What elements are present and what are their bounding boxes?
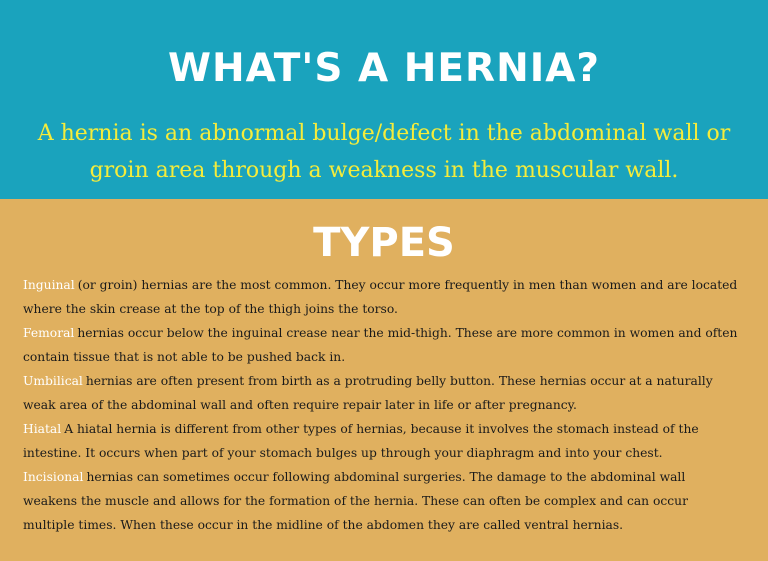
type-name: Hiatal xyxy=(23,422,62,436)
type-description: hernias can sometimes occur following abdominal surgeries. The damage to the abdominal wall weakens the muscle and allows for the formation of the hernia. These can often be complex and can occur multiple times. When these occur in the midline of the abdomen they are called ventral hernias. xyxy=(23,470,688,532)
type-description: (or groin) hernias are the most common. They occur more frequently in men than women and are located where the skin crease at the top of the thigh joins the torso. xyxy=(23,278,738,316)
type-name: Femoral xyxy=(23,326,75,340)
hernia-definition: A hernia is an abnormal bulge/defect in the abdominal wall or groin area through a weakness in the muscular wall. xyxy=(37,121,731,183)
type-name: Incisional xyxy=(23,470,84,484)
types-list xyxy=(23,273,743,537)
type-description: A hiatal hernia is different from other types of hernias, because it involves the stomach instead of the intestine. It occurs when part of your stomach bulges up through your diaphragm and into your chest. xyxy=(23,422,699,460)
type-name: Umbilical xyxy=(23,374,83,388)
type-item-umbilical xyxy=(23,369,743,417)
type-item-femoral xyxy=(23,321,743,369)
types-heading: TYPES xyxy=(313,220,455,266)
page-title: WHAT'S A HERNIA? xyxy=(167,46,601,91)
types-section xyxy=(0,199,768,561)
type-item-incisional xyxy=(23,465,743,537)
type-name: Inguinal xyxy=(23,278,75,292)
type-item-inguinal xyxy=(23,273,743,321)
type-description: hernias are often present from birth as a protruding belly button. These hernias occur at a naturally weak area of the abdominal wall and often require repair later in life or after pregnancy. xyxy=(23,374,713,412)
header-section xyxy=(0,0,768,199)
type-item-hiatal xyxy=(23,417,743,465)
type-description: hernias occur below the inguinal crease near the mid-thigh. These are more common in women and often contain tissue that is not able to be pushed back in. xyxy=(23,326,738,364)
